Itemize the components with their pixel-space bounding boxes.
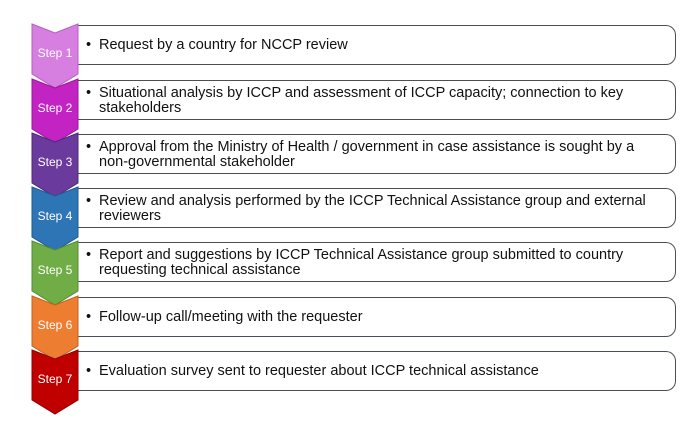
step-7-chevron [32,350,78,414]
step-2-box [78,80,676,120]
step-5-description: Report and suggestions by ICCP Technical Assistance group submitted to country requesting technical assistance [99,247,624,278]
step-1-box [78,25,676,65]
bullet-icon: • [86,309,92,325]
step-4-description: Review and analysis performed by the ICCP Technical Assistance group and external reviewers [99,193,646,224]
step-6-label: Step 6 [37,318,73,332]
step-2-text-block [86,86,665,116]
bullet-icon: • [86,193,92,209]
bullet-icon: • [86,247,92,263]
step-3-text-block [86,140,665,170]
step-6-box [78,297,676,337]
bullet-icon: • [86,85,92,101]
step-1-description: Request by a country for NCCP review [99,37,348,53]
bullet-icon: • [86,363,92,379]
step-7-text-block [86,364,665,379]
step-7-description: Evaluation survey sent to requester about ICCP technical assistance [99,363,539,379]
step-6-text-block [86,310,665,325]
step-4-label: Step 4 [37,209,73,223]
step-3-label: Step 3 [37,155,73,169]
step-4-text-block [86,194,665,224]
bullet-icon: • [86,139,92,155]
bullet-icon: • [86,37,92,53]
step-7-label: Step 7 [37,372,73,386]
step-1-label: Step 1 [37,46,73,60]
step-5-box [78,242,676,282]
step-3-description: Approval from the Ministry of Health / government in case assistance is sought by a non-governmental stakeholder [99,139,635,170]
step-5-label: Step 5 [37,263,73,277]
step-7-box [78,351,676,391]
step-6-description: Follow-up call/meeting with the requester [99,309,363,325]
step-3-box [78,134,676,174]
step-5-text-block [86,248,665,278]
step-1-text-block [86,38,665,53]
step-2-label: Step 2 [37,101,73,115]
step-2-description: Situational analysis by ICCP and assessment of ICCP capacity; connection to key stakeholders [99,85,624,116]
step-4-box [78,188,676,228]
